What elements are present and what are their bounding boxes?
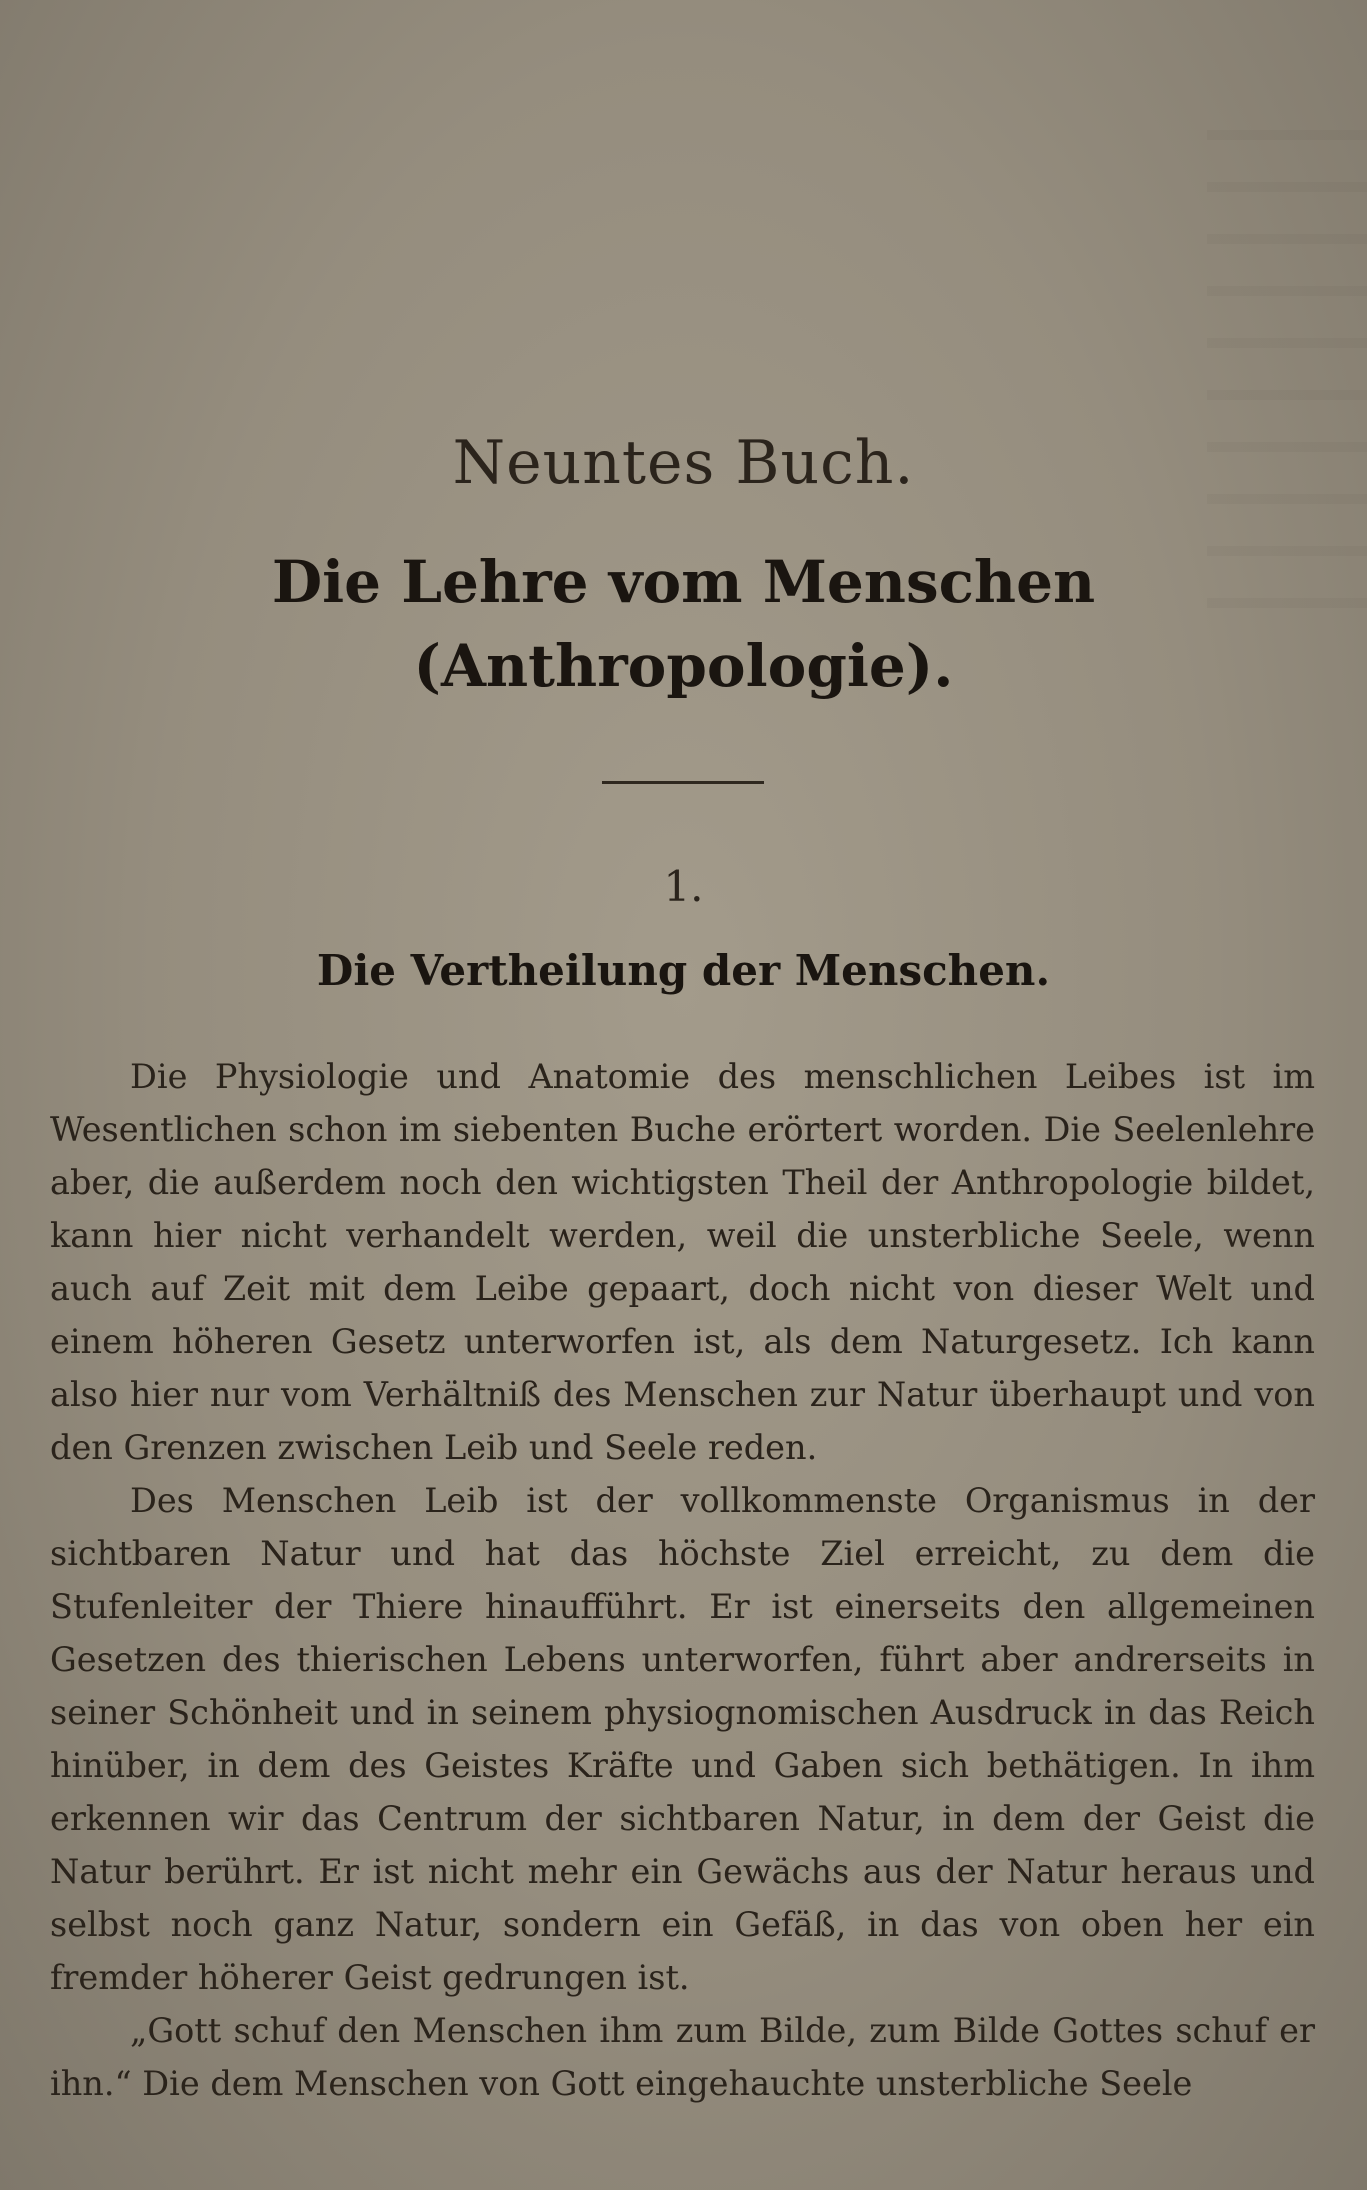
paragraph: Des Menschen Leib ist der vollkommenste Organismus in der sichtbaren Natur und hat das höchste Ziel erreicht, zu dem die Stufenleiter der Thiere hinaufführt. Er ist einerseits den allgemeinen Gesetzen des thierischen Lebens unterworfen, führt aber andrerseits in seiner Schönheit und in seinem physiognomischen Ausdruck in das Reich hinüber, in dem des Geistes Kräfte und Gaben sich bethätigen. In ihm erkennen wir das Centrum der sichtbaren Natur, in dem der Geist die Natur berührt. Er ist nicht mehr ein Gewächs aus der Natur heraus und selbst noch ganz Natur, sondern ein Gefäß, in das von oben her ein fremder höherer Geist gedrungen ist. <box>50 1481 1315 1997</box>
divider-rule <box>602 781 764 784</box>
paragraph: „Gott schuf den Menschen ihm zum Bilde, zum Bilde Gottes schuf er ihn.“ Die dem Menschen von Gott eingehauchte unsterbliche Seele <box>50 2011 1315 2103</box>
main-title: Die Lehre vom Menschen <box>271 548 1096 616</box>
body-text <box>50 1050 1315 2110</box>
book-heading: Neuntes Buch. <box>452 428 915 498</box>
section-title: Die Vertheilung der Menschen. <box>316 946 1051 995</box>
sub-title: (Anthropologie). <box>413 632 954 700</box>
paragraph: Die Physiologie und Anatomie des menschlichen Leibes ist im Wesentlichen schon im siebenten Buche erörtert worden. Die Seelenlehre aber, die außerdem noch den wichtigsten Theil der Anthropologie bildet, kann hier nicht verhandelt werden, weil die unsterbliche Seele, wenn auch auf Zeit mit dem Leibe gepaart, doch nicht von dieser Welt und einem höheren Gesetz unterworfen ist, als dem Naturgesetz. Ich kann also hier nur vom Verhältniß des Menschen zur Natur überhaupt und von den Grenzen zwischen Leib und Seele reden. <box>50 1057 1315 1467</box>
section-number: 1. <box>663 862 704 911</box>
